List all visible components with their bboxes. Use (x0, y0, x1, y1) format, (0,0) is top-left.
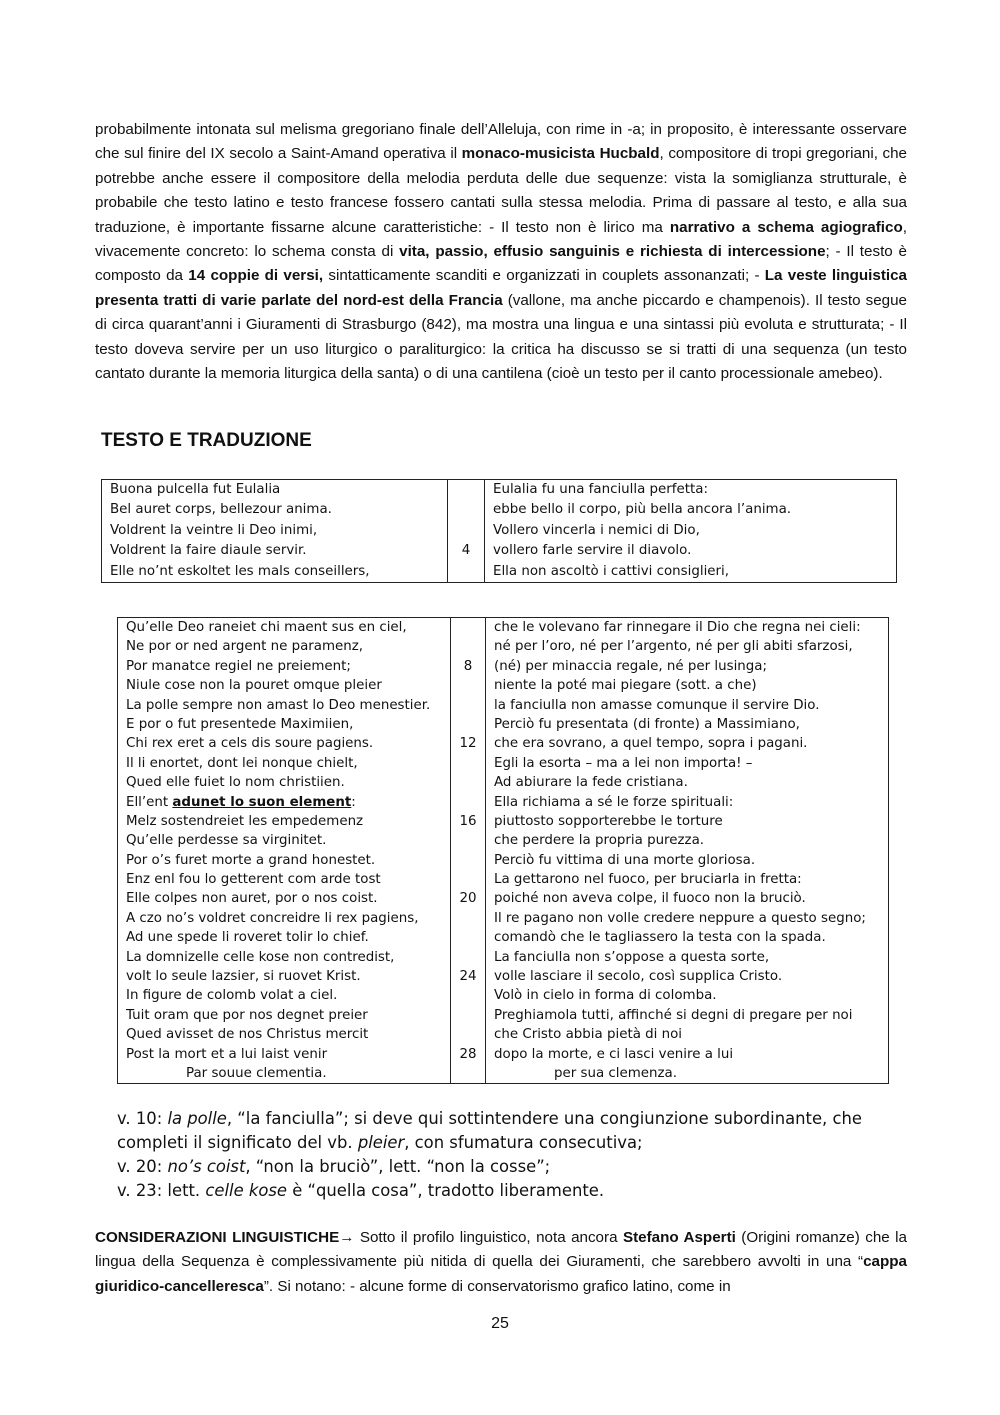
intro-text: , compositore di tropi gregoriani, che potrebbe anche essere il compositore della melodia perduta delle due sequenze: vista la somiglianza strutturale, è probabile che testo latino e testo francese fossero cantati sulla stessa melodia. Prima di passare al testo, e alla sua traduzione, è importante fissarne alcune caratteristiche: - Il testo non è lirico ma (95, 145, 907, 236)
verse-line: Enz enl fou lo getterent com arde tost (126, 872, 381, 888)
verse-line: A czo no’s voldret concreidre li rex pagiens, (126, 910, 419, 926)
verse-number: 16 (459, 813, 477, 829)
verse-line: La polle sempre non amast lo Deo menestier. (126, 697, 431, 713)
translation-line: Il re pagano non volle credere neppure a questo segno; (494, 910, 866, 926)
intro-bold: monaco-musicista Hucbald (461, 145, 660, 163)
verse-line: La domnizelle celle kose non contredist, (126, 949, 395, 965)
translation-line: volle lasciare il secolo, così supplica Cristo. (494, 969, 783, 985)
intro-text: ; - Il testo è composto da (95, 243, 907, 285)
verse-number (451, 618, 485, 637)
verse-line: In figure de colomb volat a ciel. (126, 988, 338, 1004)
note-text: , “non la bruciò”, lett. “non la cosse”; (245, 1157, 551, 1176)
translation-line: Vollero vincerla i nemici di Dio, (493, 522, 700, 538)
verse-line: Ad une spede li roveret tolir lo chief. (126, 930, 369, 946)
note-v10 (117, 1107, 907, 1155)
verse-line: Il li enortet, dont lei nonque chielt, (126, 755, 358, 771)
translation-line: né per l’oro, né per l’argento, né per gli abiti sfarzosi, (494, 639, 853, 655)
verse-number (451, 637, 485, 656)
note-text: , “la fanciulla”; si deve qui sottintendere una congiunzione subordinante, che completi il significato del vb. (117, 1109, 862, 1152)
translation-line: Perciò fu vittima di una morte gloriosa. (494, 852, 756, 868)
verse-line: Voldrent la veintre li Deo inimi, (110, 522, 318, 538)
page-number: 25 (491, 1315, 509, 1332)
translation-line: (né) per minaccia regale, né per lusinga; (494, 658, 768, 674)
poem-table-verses-1-5 (101, 479, 897, 583)
verse-text: Ell’ent (126, 794, 173, 810)
note-text: v. 10: (117, 1109, 168, 1128)
considerations-bold: Stefano Asperti (622, 1229, 736, 1246)
translation-line: La gettarono nel fuoco, per bruciarla in fretta: (494, 872, 802, 888)
translation-line: ebbe bello il corpo, più bella ancora l’anima. (493, 502, 792, 518)
intro-text: (vallone, ma anche piccardo e champenois). Il testo segue di circa quarant’anni i Giuramenti di Strasburgo (842), ma mostra una lingua e una sintassi più evoluta e strutturata; - Il testo doveva servire per un uso liturgico o paraliturgico: la critica ha discusso se si tratti di una sequenza (un testo cantato durante la memoria liturgica della santa) o di una cantilena (cioè un testo per il canto processionale amebeo). (95, 291, 907, 383)
verse-line: Melz sostendreiet les empedemenz (126, 813, 364, 829)
verse-line: Buona pulcella fut Eulalia (110, 482, 281, 497)
verse-number (448, 562, 484, 582)
intro-text: probabilmente intonata sul melisma gregoriano finale dell’Alleluja, con rime in -a; in proposito, è interessante osservare che sul finire del IX secolo a Saint-Amand operativa il (95, 121, 907, 163)
translation-line: Ella richiama a sé le forze spirituali: (494, 794, 734, 810)
translation-line: dopo la morte, e ci lasci venire a lui (494, 1046, 734, 1062)
verse-line: Ne por or ned argent ne paramenz, (126, 639, 364, 655)
verse-line: Por manatce regiel ne preiement; (126, 658, 351, 674)
considerations-text: (Origini romanze) che la lingua della Sequenza è complessivamente più nitida di quella dei Giuramenti, che sarebbero avvolti in una “ (95, 1229, 907, 1271)
verse-line: Elle colpes non auret, por o nos coist. (126, 891, 378, 907)
translation-line: comandò che le tagliassero la testa con la spada. (494, 930, 826, 946)
verse-number (451, 831, 485, 850)
old-french-column (118, 618, 451, 1084)
translation-line: niente la poté mai piegare (sott. a che) (494, 678, 757, 694)
verse-number (451, 1025, 485, 1044)
verse-number (451, 1064, 485, 1083)
intro-bold: narrativo a schema agiografico (669, 218, 903, 236)
italian-translation-column (486, 618, 889, 1084)
note-v20 (117, 1155, 907, 1179)
verse-number (448, 500, 484, 520)
verse-number (451, 676, 485, 695)
note-italic: pleier (357, 1133, 405, 1152)
verse-number (451, 909, 485, 928)
verse-number (451, 696, 485, 715)
verse-number (451, 851, 485, 870)
verse-line: Par souue clementia. (186, 1065, 327, 1081)
old-french-column (102, 480, 448, 583)
translation-line: Preghiamola tutti, affinché si degni di pregare per noi (494, 1007, 853, 1023)
considerations-heading: CONSIDERAZIONI LINGUISTICHE (95, 1229, 340, 1246)
verse-number (448, 521, 484, 541)
considerations-text: Sotto il profilo linguistico, nota ancora (354, 1229, 623, 1246)
translation-line: la fanciulla non amasse comunque il servire Dio. (494, 697, 820, 713)
intro-bold: La veste linguistica presenta tratti di varie parlate del nord-est della Francia (95, 267, 907, 309)
note-italic: celle kose (205, 1181, 288, 1200)
translation-line: poiché non aveva colpe, il fuoco non la bruciò. (494, 891, 806, 907)
translation-line: Volò in cielo in forma di colomba. (494, 988, 717, 1004)
verse-number (451, 986, 485, 1005)
translation-line: La fanciulla non s’oppose a questa sorte, (494, 949, 770, 965)
verse-line: Tuit oram que por nos degnet preier (126, 1007, 368, 1023)
verse-line: Chi rex eret a cels dis soure pagiens. (126, 736, 374, 752)
verse-number (451, 715, 485, 734)
intro-paragraph (95, 118, 907, 386)
verse-line: Qu’elle Deo raneiet chi maent sus en ciel, (126, 620, 407, 635)
verse-number: 24 (459, 969, 477, 985)
right-arrow-icon: → (339, 1229, 355, 1246)
considerations-bold: cappa giuridico-cancelleresca (95, 1253, 907, 1295)
note-text: , con sfumatura consecutiva; (404, 1133, 643, 1152)
translation-line: vollero farle servire il diavolo. (493, 543, 692, 559)
verse-number: 28 (459, 1046, 477, 1062)
note-italic: la polle (167, 1109, 227, 1128)
translation-line: piuttosto sopporterebbe le torture (494, 813, 723, 829)
verse-line: Post la mort et a lui laist venir (126, 1046, 328, 1062)
note-v23 (117, 1179, 907, 1203)
note-text: v. 23: lett. (117, 1181, 206, 1200)
verse-underlined-phrase: adunet lo suon element (172, 794, 352, 810)
verse-number (451, 928, 485, 947)
verse-number (451, 754, 485, 773)
translation-line: Eulalia fu una fanciulla perfetta: (493, 482, 708, 497)
intro-text: , vivacemente concreto: lo schema consta di (95, 218, 907, 261)
translation-line: che era sovrano, a quel tempo, sopra i pagani. (494, 736, 808, 752)
verse-line: Qued elle fuiet lo nom christiien. (126, 775, 345, 791)
verse-number: 8 (463, 658, 473, 674)
translation-line: Perciò fu presentata (di fronte) a Massimiano, (494, 716, 800, 732)
verse-number (451, 948, 485, 967)
translation-line: per sua clemenza. (554, 1065, 678, 1081)
poem-table-verses-6-29 (117, 617, 889, 1084)
translation-line: che perdere la propria purezza. (494, 833, 705, 849)
translation-line: Ad abiurare la fede cristiana. (494, 775, 688, 791)
verse-line: volt lo seule lazsier, si ruovet Krist. (126, 969, 361, 985)
intro-bold: 14 coppie di versi, (188, 267, 324, 285)
verse-line: Elle no’nt eskoltet les mals conseillers, (110, 563, 370, 579)
note-text: è “quella cosa”, tradotto liberamente. (287, 1181, 605, 1200)
translation-line: Egli la esorta – ma a lei non importa! – (494, 755, 753, 771)
verse-line-emphasized (126, 793, 450, 812)
section-title: TESTO E TRADUZIONE (101, 430, 312, 451)
verse-number: 4 (461, 543, 471, 559)
verse-line: Qued avisset de nos Christus mercit (126, 1027, 369, 1043)
verse-text: : (351, 794, 356, 810)
verse-line: Qu’elle perdesse sa virginitet. (126, 833, 327, 849)
note-text: v. 20: (117, 1157, 168, 1176)
verse-line: Por o’s furet morte a grand honestet. (126, 852, 376, 868)
verse-line: Voldrent la faire diaule servir. (110, 543, 307, 559)
note-italic: no’s coist (167, 1157, 246, 1176)
translation-line: Ella non ascoltò i cattivi consiglieri, (493, 563, 730, 579)
verse-number-column (451, 618, 486, 1084)
intro-text: sintatticamente scanditi e organizzati in couplets assonanzati; - (323, 267, 765, 285)
considerations-text: ”. Si notano: - alcune forme di conservatorismo grafico latino, come in (263, 1277, 731, 1295)
verse-number (451, 1006, 485, 1025)
verse-line: E por o fut presentede Maximiien, (126, 716, 354, 732)
italian-translation-column (485, 480, 897, 583)
verse-number (451, 773, 485, 792)
verse-number: 20 (459, 891, 477, 907)
verse-line: Bel auret corps, bellezour anima. (110, 502, 332, 518)
linguistic-considerations-paragraph (95, 1226, 907, 1299)
intro-bold: vita, passio, effusio sanguinis e richiesta di intercessione (399, 243, 826, 261)
verse-number (448, 480, 484, 500)
verse-notes (117, 1107, 907, 1203)
verse-number-column (448, 480, 485, 583)
translation-line: che le volevano far rinnegare il Dio che regna nei cieli: (494, 620, 861, 635)
verse-number (451, 793, 485, 812)
translation-line: che Cristo abbia pietà di noi (494, 1027, 683, 1043)
verse-number: 12 (459, 736, 477, 752)
verse-number (451, 870, 485, 889)
verse-line: Niule cose non la pouret omque pleier (126, 678, 382, 694)
